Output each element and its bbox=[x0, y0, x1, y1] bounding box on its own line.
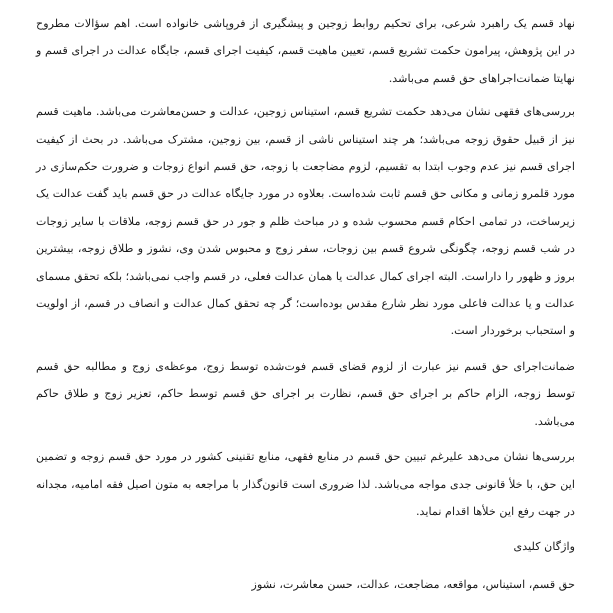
abstract-paragraph-3: ضمانت‌اجرای حق قسم نیز عبارت از لزوم قضای قسم فوت‌شده توسط زوج، موعظه‌ی زوج و مطالبه حق قسم توسط زوجه، الزام حاکم بر اجرای حق قسم، نظارت بر اجرای حق قسم توسط حاکم، تعزیر زوج و طلاق حاکم می‌باشد. bbox=[36, 359, 575, 428]
keywords-heading: واژگان کلیدی bbox=[513, 540, 575, 554]
abstract-paragraph-2: بررسی‌های فقهی نشان می‌دهد حکمت تشریع قسم، استیناس زوجین، عدالت و حسن‌معاشرت می‌باشد. ماهیت قسم نیز از قبیل حقوق زوجه می‌باشد؛ هر چند استیناس ناشی از قسم، بین زوجین، مشترک می‌باشد. در بحث از کیفیت اجرای قسم نیز عدم وجوب ابتدا به تقسیم، لزوم مضاجعت با زوجه، حق قسم انواع زوجات و ضرورت حکم‌سازی در مورد قلمرو زمانی و مکانی حق قسم ثابت شده‌است. بعلاوه در مورد جایگاه عدالت در حق قسم باید گفت عدالت یک زیرساخت، در تمامی احکام قسم محسوب شده و در مباحث ظلم و جور در حق قسم زوجه، ملاقات با سایر زوجات در شب قسم زوجه، چگونگی شروع قسم بین زوجات، سفر زوج و محبوس شدن وی، نشوز و طلاق زوجه، بیشترین بروز و ظهور را داراست. البته اجرای کمال عدالت یا همان عدالت فعلی، در قسم واجب نمی‌باشد؛ بلکه تحقق مسمای عدالت و یا عدالت فاعلی مورد نظر شارع مقدس بوده‌است؛ گر چه تحقق کمال عدالت و انصاف در قسم، از اولویت و استحباب برخوردار است. bbox=[36, 105, 575, 338]
abstract-paragraph-4: بررسی‌ها نشان می‌دهد علیرغم تبیین حق قسم در منابع فقهی، منابع تقنینی کشور در مورد حق قسم زوجه و تضمین این حق، با خلأ قانونی جدی مواجه می‌باشد. لذا ضروری است قانون‌گذار با مراجعه به متون اصیل فقه امامیه، مجدانه در جهت رفع این خلأها اقدام نماید. bbox=[36, 450, 575, 518]
abstract-paragraph-1: نهاد قسم یک راهبرد شرعی، برای تحکیم روابط زوجین و پیشگیری از فروپاشی خانواده است. اهم سؤالات مطروح در این پژوهش، پیرامون حکمت تشریع قسم، تعیین ماهیت قسم، کیفیت اجرای قسم، جایگاه عدالت در اجرای قسم و نهایتا ضمانت‌اجراهای حق قسم می‌باشد. bbox=[36, 17, 575, 85]
abstract-body bbox=[36, 10, 575, 598]
keywords-list: حق قسم، استیناس، مواقعه، مضاجعت، عدالت، حسن معاشرت، نشوز bbox=[251, 577, 575, 591]
